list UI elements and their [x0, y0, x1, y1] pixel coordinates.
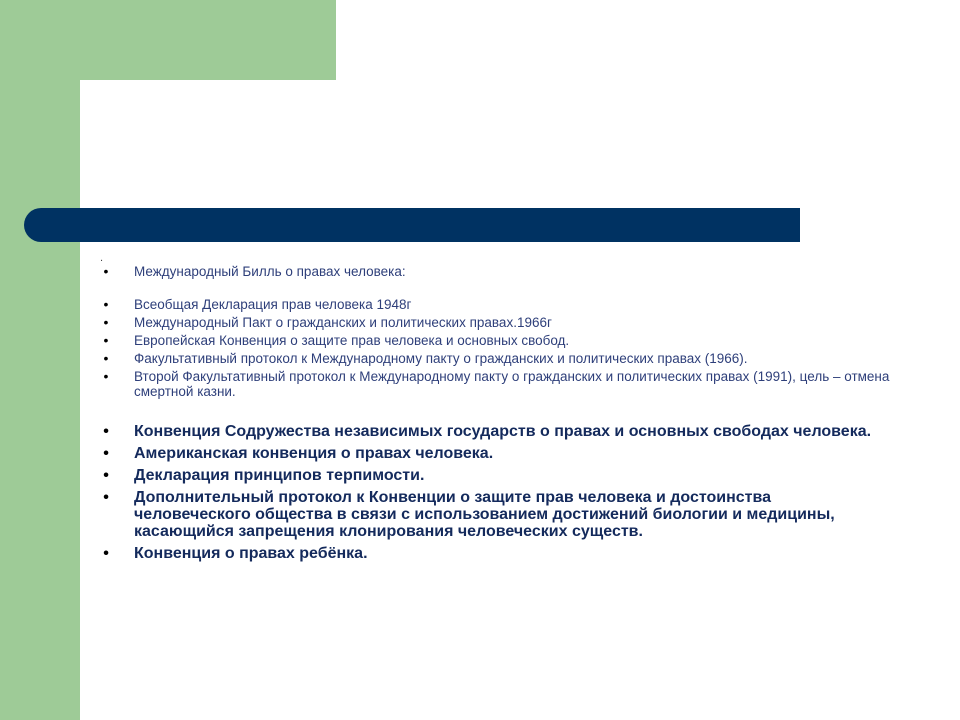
list-item-text: Конвенция о правах ребёнка.	[134, 545, 368, 562]
treaty-list-primary	[100, 264, 890, 399]
list-item-text: Международный Билль о правах человека:	[134, 264, 406, 279]
bullet-icon: •	[103, 445, 109, 462]
list-item	[100, 467, 890, 484]
treaty-list-secondary	[100, 423, 890, 562]
list-item-text: Факультативный протокол к Международному пакту о гражданских и политических правах (1966).	[134, 351, 748, 366]
bullet-icon: •	[103, 467, 109, 484]
list-item	[100, 315, 890, 330]
left-green-band	[0, 0, 80, 720]
list-item	[100, 297, 890, 312]
list-item-text: Европейская Конвенция о защите прав человека и основных свобод.	[134, 333, 570, 348]
list-item-text: Декларация принципов терпимости.	[134, 467, 425, 484]
bullet-icon: •	[103, 332, 109, 348]
bullet-icon: •	[103, 423, 109, 440]
list-item	[100, 423, 890, 440]
bullet-icon: •	[103, 350, 109, 366]
bullet-icon: •	[103, 545, 109, 562]
title-bar	[24, 208, 800, 242]
list-item-text: Американская конвенция о правах человека.	[134, 445, 494, 462]
list-item	[100, 351, 890, 366]
list-item	[100, 445, 890, 462]
list-item-text: Второй Факультативный протокол к Международному пакту о гражданских и политических правах (1991), цель – отмена смертной казни.	[134, 369, 890, 399]
bullet-icon: •	[103, 368, 109, 384]
list-item	[100, 333, 890, 348]
bullet-icon: •	[103, 263, 109, 279]
stray-mark: .	[100, 252, 104, 264]
list-item	[100, 264, 890, 279]
list-item-text: Международный Пакт о гражданских и политических правах.1966г	[134, 315, 552, 330]
list-item-text: Дополнительный протокол к Конвенции о защите прав человека и достоинства человеческого общества в связи с использованием достижений биологии и медицины, касающийся запрещения клонирования человеческих существ.	[134, 489, 835, 540]
top-green-band	[0, 0, 336, 80]
list-item	[100, 545, 890, 562]
list-item-text: Всеобщая Декларация прав человека 1948г	[134, 297, 412, 312]
list-item	[100, 489, 890, 540]
list-item	[100, 369, 890, 399]
bullet-icon: •	[103, 296, 109, 312]
list-item-text: Конвенция Содружества независимых государств о правах и основных свободах человека.	[134, 423, 872, 440]
bullet-icon: •	[103, 314, 109, 330]
bullet-icon: •	[103, 489, 109, 506]
slide-content	[100, 252, 890, 567]
